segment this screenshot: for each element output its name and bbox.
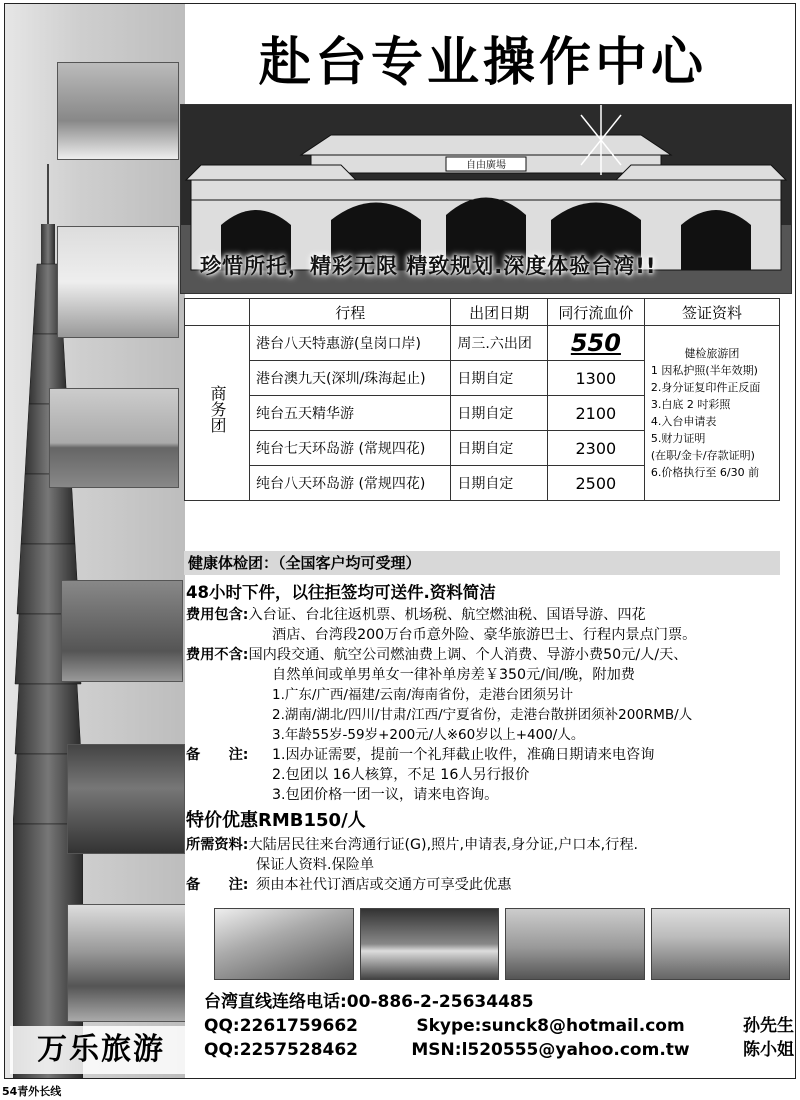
- contact-info: [204, 990, 794, 1062]
- table-header-row: [185, 299, 780, 326]
- group-label: [185, 326, 250, 501]
- health-tour-banner: 健康体检团：（全国客户均可受理）: [184, 551, 780, 575]
- requirements-row: [186, 835, 792, 855]
- contact-person-2: 陈小姐: [743, 1040, 794, 1060]
- visa-item: 3.白底 2 吋彩照: [650, 398, 731, 411]
- col-header-route: 行程: [250, 299, 451, 326]
- offer-note-text: 须由本社代订酒店或交通方可享受此优惠: [256, 877, 512, 893]
- note-item: 1.因办证需要，提前一个礼拜截止收件，准确日期请来电咨询: [272, 747, 655, 763]
- group-label-text: 商务团: [208, 385, 227, 433]
- route-cell: 纯台五天精华游: [250, 396, 451, 431]
- memorial-hall-photo: [57, 226, 179, 338]
- visa-item: 6.价格执行至 6/30 前: [650, 466, 760, 479]
- col-header-visa: 签证资料: [644, 299, 779, 326]
- exclude-text-cont: 自然单间或单男单女一律补单房差￥350元/间/晚，附加费: [272, 667, 635, 683]
- notes-row: [186, 745, 792, 765]
- visa-requirements: [644, 326, 779, 501]
- price-cell: 1300: [547, 361, 644, 396]
- thumbnail-photo: [505, 908, 645, 980]
- include-label: 费用包含:: [186, 607, 249, 623]
- visa-item: 5.财力证明: [650, 432, 706, 445]
- sun-moon-lake-photo: [67, 904, 185, 1022]
- visa-item: 1 因私护照(半年效期): [650, 364, 758, 377]
- left-photo-column: [5, 4, 185, 1078]
- qq-2: QQ:2257528462: [204, 1040, 358, 1060]
- price-cell: [547, 326, 644, 361]
- include-text: 入台证、台北往返机票、机场税、航空燃油税、国语导游、四花: [248, 607, 646, 623]
- phone-line: 台湾直线连络电话:00-886-2-25634485: [204, 992, 534, 1012]
- palace-museum-photo: [57, 62, 179, 160]
- col-header-date: 出团日期: [451, 299, 547, 326]
- notes-label: 备 注:: [186, 747, 249, 763]
- date-cell: 日期自定: [451, 396, 547, 431]
- visa-item: 2.身分证复印件正反面: [650, 381, 761, 394]
- note-item: 2.包团以 16人核算，不足 16人另行报价: [272, 767, 530, 783]
- visa-item: (在职/金卡/存款证明): [650, 449, 755, 462]
- thumbnail-photo: [651, 908, 791, 980]
- requirements-label: 所需资料:: [186, 837, 249, 853]
- route-cell: 纯台八天环岛游 (常规四花): [250, 466, 451, 501]
- exclude-label: 费用不含:: [186, 647, 249, 663]
- date-cell: 周三.六出团: [451, 326, 547, 361]
- offer-note-row: [186, 875, 792, 895]
- route-cell: 纯台七天环岛游 (常规四花): [250, 431, 451, 466]
- date-cell: 日期自定: [451, 361, 547, 396]
- skype: Skype:sunck8@hotmail.com: [416, 1016, 685, 1036]
- brand-logo: 万乐旅游: [10, 1026, 192, 1074]
- col-header-price: 同行流血价: [547, 299, 644, 326]
- price-cell: 2300: [547, 431, 644, 466]
- slogan: 珍惜所托，精彩无限 精致规划.深度体验台湾!!: [200, 254, 657, 278]
- date-cell: 日期自定: [451, 466, 547, 501]
- thumbnail-photo: [360, 908, 500, 980]
- exclude-text: 国内段交通、航空公司燃油费上调、个人消费、导游小费50元/人/天、: [248, 647, 688, 663]
- route-cell: 港台八天特惠游(皇岗口岸): [250, 326, 451, 361]
- visa-item: 4.入台申请表: [650, 415, 717, 428]
- exclude-item: 3.年龄55岁-59岁+200元/人※60岁以上+400/人。: [272, 727, 585, 743]
- ship-harbor-photo: [49, 388, 179, 488]
- price-highlight: 550: [570, 329, 621, 357]
- tour-details: [186, 581, 792, 895]
- scenery-thumbnails: [214, 908, 790, 980]
- route-cell: 港台澳九天(深圳/珠海起止): [250, 361, 451, 396]
- exclude-row: [186, 645, 792, 665]
- hero-sign-text: 自由廣場: [466, 160, 506, 171]
- special-offer: 特价优惠RMB150/人: [186, 810, 366, 831]
- offer-note-label: 备 注:: [186, 877, 249, 893]
- requirements-text-cont: 保证人资料.保险单: [256, 857, 375, 873]
- contact-line-2: [204, 1038, 794, 1062]
- visa-title: 健检旅游团: [684, 347, 740, 360]
- note-item: 3.包团价格一团一议，请来电咨询。: [272, 787, 499, 803]
- price-cell: 2500: [547, 466, 644, 501]
- table-corner: [185, 299, 250, 326]
- date-cell: 日期自定: [451, 431, 547, 466]
- table-row: [185, 326, 780, 361]
- headline: 48小时下件，以往拒签均可送件.资料简洁: [186, 583, 496, 602]
- qq-1: QQ:2261759662: [204, 1016, 358, 1036]
- include-row: [186, 605, 792, 625]
- msn: MSN:l520555@yahoo.com.tw: [411, 1040, 690, 1060]
- route-price-table: [184, 298, 780, 501]
- thumbnail-photo: [214, 908, 354, 980]
- requirements-text: 大陆居民往来台湾通行证(G),照片,申请表,身分证,户口本,行程.: [248, 837, 639, 853]
- exclude-item: 1.广东/广西/福建/云南/海南省份，走港台团须另计: [272, 687, 574, 703]
- exclude-item: 2.湖南/湖北/四川/甘肃/江西/宁夏省份，走港台散拼团须补200RMB/人: [272, 707, 693, 723]
- night-market-photo: [67, 744, 185, 854]
- contact-person-1: 孙先生: [743, 1016, 794, 1036]
- include-text-cont: 酒店、台湾段200万台币意外险、豪华旅游巴士、行程内景点门票。: [272, 627, 697, 643]
- contact-line-1: [204, 1014, 794, 1038]
- page-title: 赴台专业操作中心: [258, 33, 707, 93]
- page-footer: 54青外长线: [2, 1085, 62, 1098]
- honor-guard-photo: [61, 580, 183, 682]
- price-cell: 2100: [547, 396, 644, 431]
